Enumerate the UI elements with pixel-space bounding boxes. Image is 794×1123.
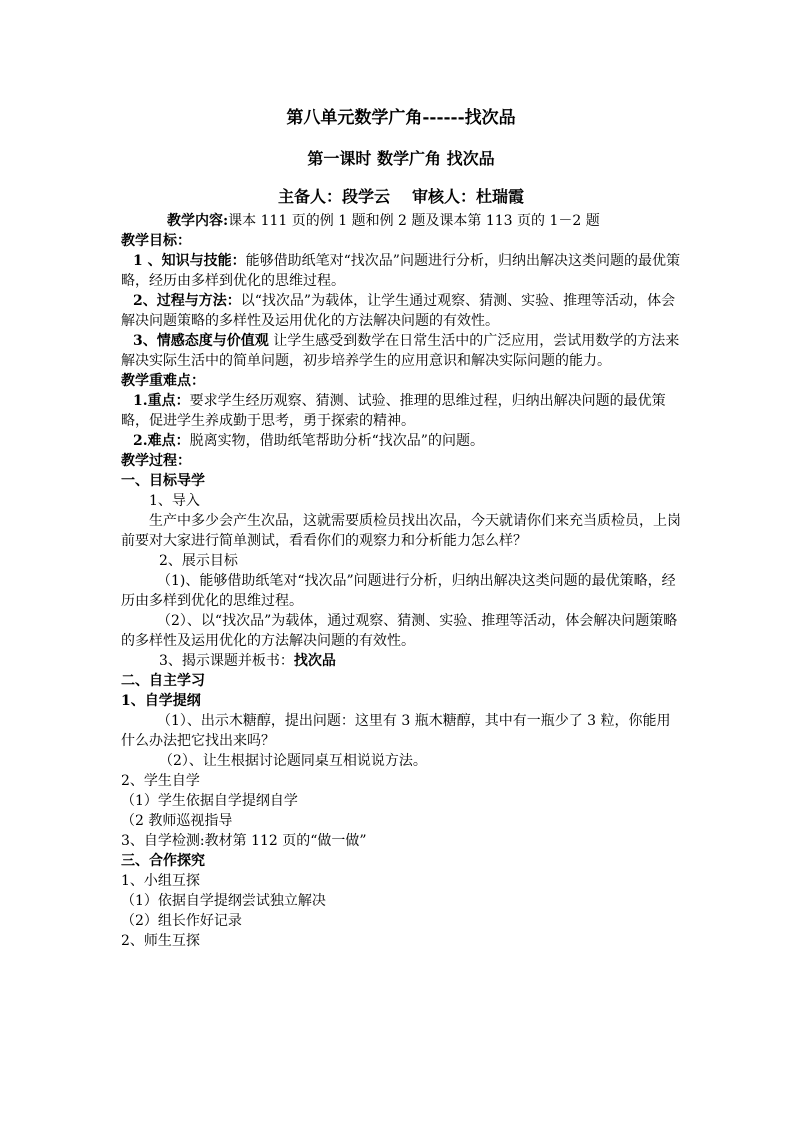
teacher-student-label: 2、师生互探 xyxy=(121,933,200,949)
outline-1: （1）、出示木糖醇，提出问题：这里有 3 瓶木糖醇，其中有一瓶少了 3 粒，你能用什么办法把它找出来吗？ xyxy=(121,713,671,749)
goal-show-label: 2、展示目标 xyxy=(159,553,238,569)
self-study-2: （2 教师巡视指导 xyxy=(121,813,233,829)
process-heading: 教学过程： xyxy=(121,453,191,469)
prepare-author: 主备人：段学云 xyxy=(277,187,390,206)
group-1: （1）依据自学提纲尝试独立解决 xyxy=(121,893,326,909)
goals-heading: 教学目标： xyxy=(121,233,191,249)
teaching-content-label: 教学内容: xyxy=(167,213,229,229)
goal-show-2: （2）、以“找次品”为载体，通过观察、猜测、实验、推理等活动，体会解决问题策略的多样性及运用优化的方法解决问题的有效性。 xyxy=(121,613,678,649)
keypoint-difficulty-label: 2.难点： xyxy=(133,433,190,449)
intro-label: 1、导入 xyxy=(149,493,200,509)
teaching-content xyxy=(121,211,681,231)
self-check: 3、自学检测:教材第 112 页的“做一做” xyxy=(121,833,367,849)
keypoint-focus-text: 要求学生经历观察、猜测、试验、推理的思维过程，归纳出解决问题的最优策略，促进学生养成勤于思考，勇于探索的精神。 xyxy=(121,393,666,429)
keypoints-heading: 教学重难点： xyxy=(121,373,205,389)
reveal-label: 3、揭示课题并板书： xyxy=(159,653,294,669)
self-study-1: （1）学生依据自学提纲自学 xyxy=(121,793,298,809)
teaching-content-text: 课本 111 页的例 1 题和例 2 题及课本第 113 页的 1－2 题 xyxy=(228,213,600,229)
goal-knowledge-label: 1 、知识与技能： xyxy=(133,253,246,269)
goal-knowledge-text: 能够借助纸笔对“找次品”问题进行分析，归纳出解决这类问题的最优策略，经历由多样到优化的思维过程。 xyxy=(121,253,680,289)
goal-emotion-label: 3、情感态度与价值观 xyxy=(133,333,269,349)
lesson-subtitle: 第一课时 数学广角 找次品 xyxy=(307,149,495,168)
outline-label: 1、自学提纲 xyxy=(121,693,201,709)
goal-show-1: （1)、能够借助纸笔对“找次品”问题进行分析，归纳出解决这类问题的最优策略，经历由多样到优化的思维过程。 xyxy=(121,573,676,609)
goal-emotion xyxy=(121,331,681,371)
keypoint-difficulty xyxy=(121,431,681,451)
authors-line xyxy=(121,184,681,210)
review-author: 审核人：杜瑞霞 xyxy=(412,187,525,206)
reveal-title: 找次品 xyxy=(293,653,336,669)
goal-knowledge xyxy=(121,251,681,291)
section2-heading: 二、自主学习 xyxy=(121,673,205,689)
group-label: 1、小组互探 xyxy=(121,873,200,889)
goal-process-label: 2、过程与方法： xyxy=(133,293,241,309)
group-2: （2）组长作好记录 xyxy=(121,913,242,929)
outline-2: （2）、让生根据讨论题同桌互相说说方法。 xyxy=(159,753,427,769)
reveal-line xyxy=(121,651,681,671)
section1-heading: 一、目标导学 xyxy=(121,473,205,489)
keypoint-focus xyxy=(121,391,681,431)
goal-emotion-text: 让学生感受到数学在日常生活中的广泛应用，尝试用数学的方法来解决实际生活中的简单问题，初步培养学生的应用意识和解决实际问题的能力。 xyxy=(121,333,680,369)
goal-process-text: 以“找次品”为载体，让学生通过观察、猜测、实验、推理等活动，体会解决问题策略的多样性及运用优化的方法解决问题的有效性。 xyxy=(121,293,676,329)
document-title: 第八单元数学广角------找次品 xyxy=(286,108,516,128)
goal-process xyxy=(121,291,681,331)
intro-text: 生产中多少会产生次品，这就需要质检员找出次品，今天就请你们来充当质检员，上岗前要对大家进行简单测试，看看你们的观察力和分析能力怎么样？ xyxy=(121,513,681,549)
keypoint-focus-label: 1.重点： xyxy=(133,393,190,409)
section3-heading: 三、合作探究 xyxy=(121,853,205,869)
self-study-label: 2、学生自学 xyxy=(121,773,200,789)
document-content xyxy=(121,103,681,951)
keypoint-difficulty-text: 脱离实物，借助纸笔帮助分析“找次品”的问题。 xyxy=(189,433,484,449)
